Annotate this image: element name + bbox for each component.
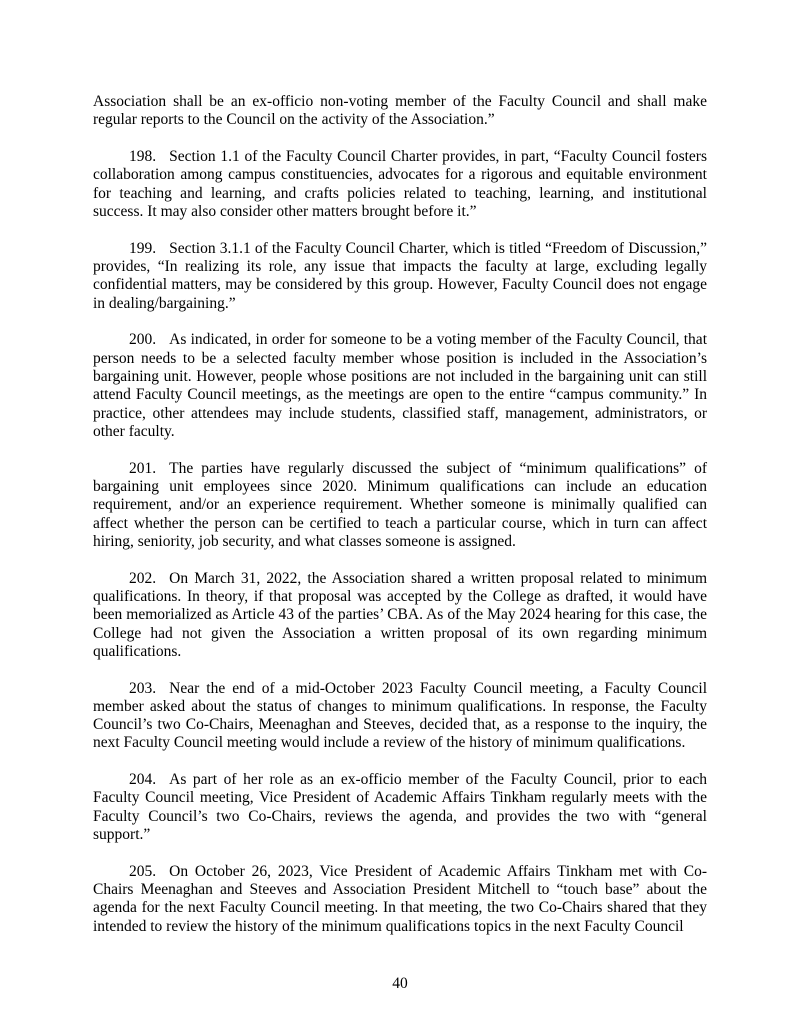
numbered-paragraph: [93, 148, 707, 221]
continuation-paragraph: Association shall be an ex-officio non-voting member of the Faculty Council and shall make regular reports to the Council on the activity of the Association.”: [93, 93, 707, 129]
numbered-paragraph: [93, 460, 707, 552]
paragraph-text: On March 31, 2022, the Association shared a written proposal related to minimum qualifications. In theory, if that proposal was accepted by the College as drafted, it would have been memorialized as Article 43 of the parties’ CBA. As of the May 2024 hearing for this case, the College had not given the Association a written proposal of its own regarding minimum qualifications.: [93, 569, 707, 660]
paragraph-number: 204.: [129, 771, 157, 789]
paragraph-number: 199.: [129, 239, 157, 257]
paragraph-number: 202.: [129, 569, 157, 587]
paragraph-number: 203.: [129, 679, 157, 697]
paragraph-number: 201.: [129, 459, 157, 477]
paragraph-text: As indicated, in order for someone to be a voting member of the Faculty Council, that person needs to be a selected faculty member whose position is included in the Association’s bargaining unit. However, people whose positions are not included in the bargaining unit can still attend Faculty Council meetings, as the meetings are open to the entire “campus community.” In practice, other attendees may include students, classified staff, management, administrators, or other faculty.: [93, 331, 707, 440]
numbered-paragraph: [93, 240, 707, 313]
numbered-paragraph: [93, 680, 707, 753]
paragraph-number: 198.: [129, 147, 157, 165]
numbered-paragraph: [93, 863, 707, 936]
paragraph-text: Section 1.1 of the Faculty Council Charter provides, in part, “Faculty Council fosters collaboration among campus constituencies, advocates for a rigorous and equitable environment for teaching and learning, and crafts policies related to teaching, learning, and institutional success. It may also consider other matters brought before it.”: [93, 147, 707, 220]
numbered-paragraph: [93, 771, 707, 844]
numbered-paragraphs: [93, 148, 707, 936]
paragraph-text: The parties have regularly discussed the subject of “minimum qualifications” of bargaining unit employees since 2020. Minimum qualifications can include an education requirement, and/or an experience requirement. Whether someone is minimally qualified can affect whether the person can be certified to teach a particular course, which in turn can affect hiring, seniority, job security, and what classes someone is assigned.: [93, 459, 707, 550]
numbered-paragraph: [93, 570, 707, 662]
numbered-paragraph: [93, 331, 707, 441]
paragraph-number: 200.: [129, 331, 157, 349]
paragraph-text: Section 3.1.1 of the Faculty Council Charter, which is titled “Freedom of Discussion,” provides, “In realizing its role, any issue that impacts the faculty at large, excluding legally confidential matters, may be considered by this group. However, Faculty Council does not engage in dealing/bargaining.”: [93, 239, 707, 312]
paragraph-text: Near the end of a mid-October 2023 Faculty Council meeting, a Faculty Council member asked about the status of changes to minimum qualifications. In response, the Faculty Council’s two Co-Chairs, Meenaghan and Steeves, decided that, as a response to the inquiry, the next Faculty Council meeting would include a review of the history of minimum qualifications.: [93, 679, 707, 752]
page-number: 40: [392, 975, 408, 992]
page-body: [93, 93, 707, 954]
paragraph-number: 205.: [129, 862, 157, 880]
paragraph-text: On October 26, 2023, Vice President of Academic Affairs Tinkham met with Co-Chairs Meenaghan and Steeves and Association President Mitchell to “touch base” about the agenda for the next Faculty Council meeting. In that meeting, the two Co-Chairs shared that they intended to review the history of the minimum qualifications topics in the next Faculty Council: [93, 862, 707, 935]
paragraph-text: As part of her role as an ex-officio member of the Faculty Council, prior to each Faculty Council meeting, Vice President of Academic Affairs Tinkham regularly meets with the Faculty Council’s two Co-Chairs, reviews the agenda, and provides the two with “general support.”: [93, 771, 707, 844]
